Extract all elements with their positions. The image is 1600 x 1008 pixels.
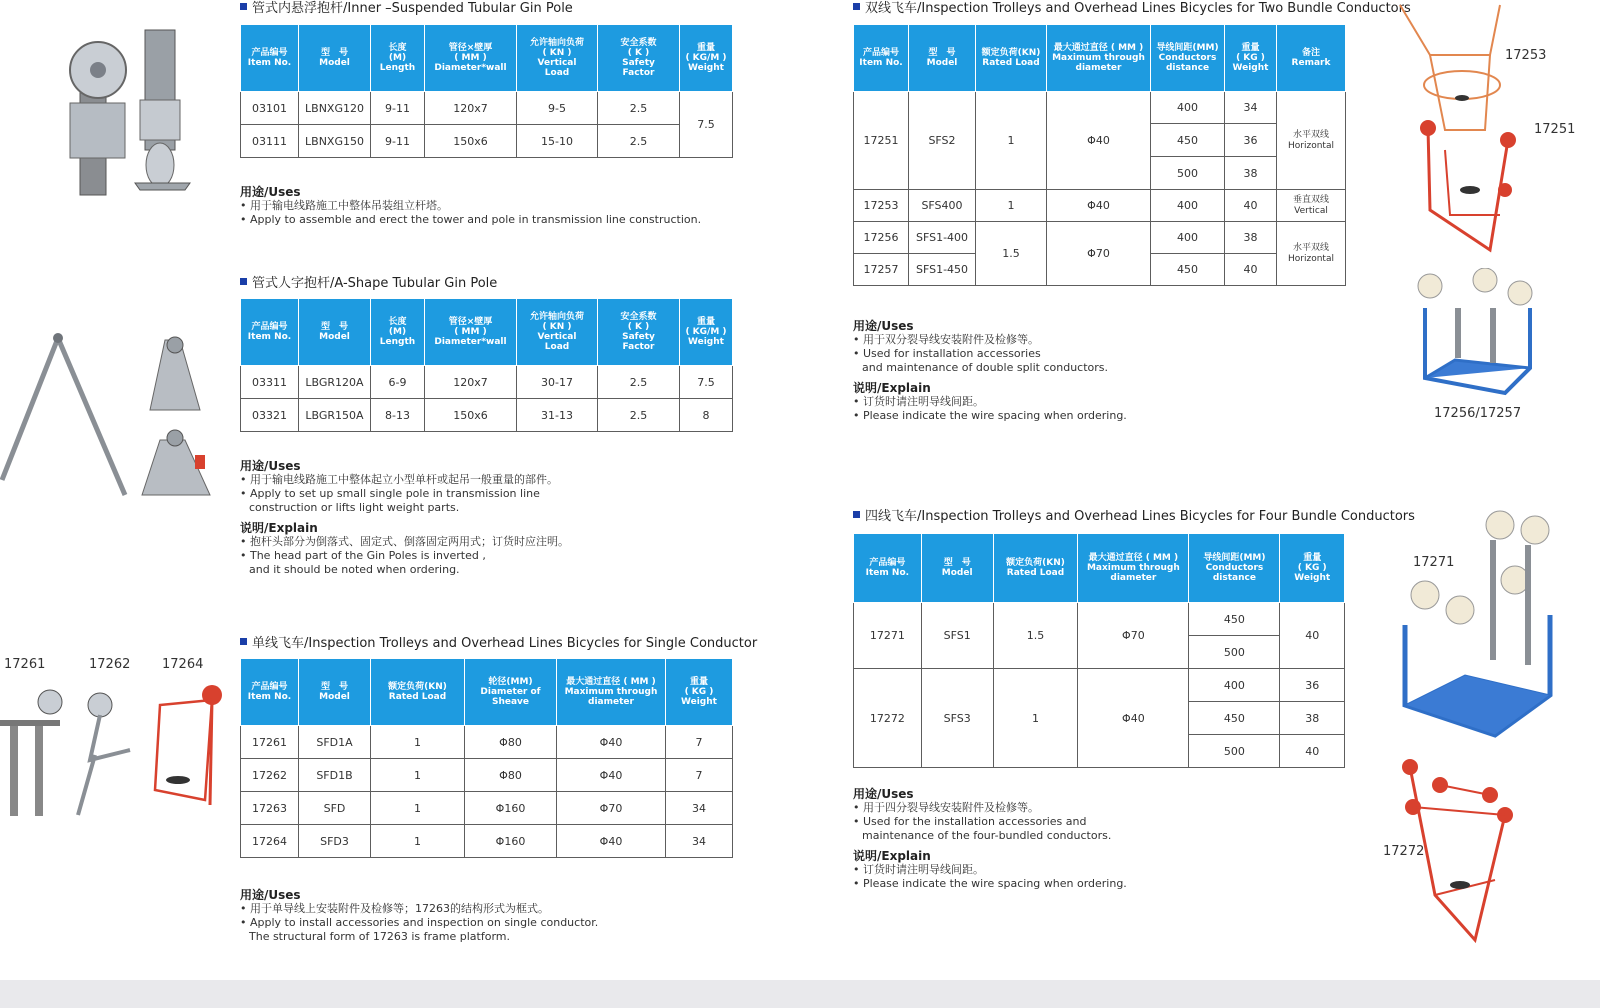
section-title-single-conductor (240, 632, 757, 651)
table-header-row (241, 25, 733, 92)
table-row (854, 603, 1345, 636)
caption-17261: 17261 (4, 657, 46, 672)
table-cell: 1 (976, 190, 1047, 222)
table-header-row (241, 299, 733, 366)
uses-heading: 用途/Uses (853, 319, 914, 333)
table-cell: 40 (1280, 603, 1345, 669)
header-cell: 长度 (M) Length (371, 299, 425, 366)
uses-line: maintenance of the four-bundled conductors. (862, 829, 1112, 842)
uses-line: • 用于输电线路施工中整体吊装组立杆塔。 (240, 199, 448, 212)
four-bundle-notes (853, 785, 1127, 891)
table-cell: SFS3 (921, 669, 993, 768)
table-cell: Φ40 (557, 759, 666, 792)
single-conductor-notes (240, 886, 598, 944)
table-cell: 17251 (854, 92, 909, 190)
table-cell: SFD1A (299, 726, 371, 759)
caption-17253: 17253 (1505, 48, 1547, 63)
table-cell: 31-13 (517, 399, 598, 432)
single-trolley-photos (0, 680, 230, 830)
table-cell: 15-10 (517, 125, 598, 158)
table-cell: 450 (1189, 702, 1280, 735)
uses-line: construction or lifts light weight parts. (249, 501, 460, 514)
header-cell: 产品编号 Item No. (241, 299, 299, 366)
table-cell: Φ70 (557, 792, 666, 825)
table-cell: 6-9 (371, 366, 425, 399)
header-cell: 备注 Remark (1277, 25, 1346, 92)
uses-heading: 用途/Uses (240, 888, 301, 902)
table-cell: 9-11 (371, 125, 425, 158)
caption-17256-17257: 17256/17257 (1434, 406, 1522, 421)
table-cell: 1 (371, 792, 465, 825)
table-cell: 500 (1189, 735, 1280, 768)
table-cell: 120x7 (425, 92, 517, 125)
section-title-four-bundle (853, 505, 1415, 524)
table-cell: 1 (371, 759, 465, 792)
uses-line: • Apply to install accessories and inspection on single conductor. (240, 916, 599, 929)
table-cell: SFS1 (921, 603, 993, 669)
table-cell: Φ70 (1047, 222, 1151, 286)
header-cell: 长度 (M) Length (371, 25, 425, 92)
table-cell: SFS1-450 (909, 254, 976, 286)
table-cell-weight: 7.5 (680, 92, 733, 158)
header-cell: 产品编号 Item No. (854, 534, 922, 603)
table-cell: 7 (666, 726, 733, 759)
uses-line: The structural form of 17263 is frame platform. (249, 930, 511, 943)
uses-line: • Used for the installation accessories and (853, 815, 1087, 828)
header-cell: 产品编号 Item No. (241, 659, 299, 726)
header-cell: 允许轴向负荷 ( KN ) Vertical Load (517, 25, 598, 92)
table-cell: SFD3 (299, 825, 371, 858)
explain-line: • 订货时请注明导线间距。 (853, 395, 984, 408)
caption-17262: 17262 (89, 657, 131, 672)
table-cell: 38 (1225, 157, 1277, 190)
table-cell: 500 (1189, 636, 1280, 669)
table-cell: 2.5 (598, 399, 680, 432)
two-bundle-table (853, 24, 1346, 286)
table-cell: SFD (299, 792, 371, 825)
table-cell: Φ40 (557, 825, 666, 858)
table-cell: 450 (1151, 254, 1225, 286)
table-cell: SFS1-400 (909, 222, 976, 254)
header-cell: 重量 ( KG ) Weight (1225, 25, 1277, 92)
cage-trolley-photo-17256 (1410, 268, 1540, 403)
table-cell: 8 (680, 399, 733, 432)
uses-line: • Apply to set up small single pole in transmission line (240, 487, 540, 500)
explain-line: • Please indicate the wire spacing when ordering. (853, 877, 1127, 890)
table-cell: 8-13 (371, 399, 425, 432)
table-cell: 17261 (241, 726, 299, 759)
table-row (854, 222, 1346, 254)
table-row (241, 825, 733, 858)
header-cell: 型 号 Model (921, 534, 993, 603)
explain-heading: 说明/Explain (853, 381, 931, 395)
header-cell: 管径×壁厚 ( MM ) Diameter*wall (425, 299, 517, 366)
table-cell: Φ80 (465, 759, 557, 792)
table-cell: 1 (371, 726, 465, 759)
explain-line: • The head part of the Gin Poles is inverted , (240, 549, 486, 562)
table-cell: Φ40 (557, 726, 666, 759)
uses-line: • Apply to assemble and erect the tower and pole in transmission line construction. (240, 213, 702, 226)
table-cell: 17256 (854, 222, 909, 254)
table-cell: 400 (1189, 669, 1280, 702)
table-cell: SFS2 (909, 92, 976, 190)
table-cell: 34 (1225, 92, 1277, 124)
table-cell: LBGR120A (299, 366, 371, 399)
explain-heading: 说明/Explain (853, 849, 931, 863)
a-shape-gin-pole-table (240, 298, 733, 432)
table-cell: 400 (1151, 190, 1225, 222)
table-cell: Φ80 (465, 726, 557, 759)
table-cell: 17257 (854, 254, 909, 286)
table-cell: LBGR150A (299, 399, 371, 432)
uses-heading: 用途/Uses (240, 185, 301, 199)
table-cell: SFS400 (909, 190, 976, 222)
table-row (241, 759, 733, 792)
table-cell: 7 (666, 759, 733, 792)
a-shape-gin-pole-notes (240, 457, 569, 577)
header-cell: 重量 ( KG ) Weight (1280, 534, 1345, 603)
table-cell: 450 (1151, 124, 1225, 157)
table-cell: 150x6 (425, 399, 517, 432)
table-cell: 17272 (854, 669, 922, 768)
table-cell: LBNXG150 (299, 125, 371, 158)
table-cell: 03111 (241, 125, 299, 158)
page-footer-bar (0, 980, 1600, 1008)
inner-gin-pole-photo (60, 25, 200, 200)
header-cell: 轮径(MM) Diameter of Sheave (465, 659, 557, 726)
caption-17271: 17271 (1413, 555, 1455, 570)
caption-17272: 17272 (1383, 844, 1425, 859)
table-cell: 500 (1151, 157, 1225, 190)
table-cell: 2.5 (598, 125, 680, 158)
header-cell: 额定负荷(KN) Rated Load (371, 659, 465, 726)
table-cell: 120x7 (425, 366, 517, 399)
uses-line: • 用于四分裂导线安装附件及检修等。 (853, 801, 1039, 814)
table-row (854, 669, 1345, 702)
table-cell: 30-17 (517, 366, 598, 399)
caption-17264: 17264 (162, 657, 204, 672)
table-cell: 17264 (241, 825, 299, 858)
table-cell: 36 (1225, 124, 1277, 157)
four-bundle-table (853, 533, 1345, 768)
table-cell: 36 (1280, 669, 1345, 702)
table-cell: 1 (371, 825, 465, 858)
table-cell: 38 (1280, 702, 1345, 735)
table-cell: 34 (666, 825, 733, 858)
table-cell: 17263 (241, 792, 299, 825)
explain-line: • 订货时请注明导线间距。 (853, 863, 984, 876)
header-cell: 产品编号 Item No. (854, 25, 909, 92)
table-cell: Φ40 (1047, 190, 1151, 222)
section-title-two-bundle (853, 0, 1411, 16)
header-cell: 型 号 Model (299, 25, 371, 92)
header-cell: 重量 ( KG/M ) Weight (680, 299, 733, 366)
table-row (241, 399, 733, 432)
table-row (241, 92, 733, 125)
uses-heading: 用途/Uses (853, 787, 914, 801)
table-cell: 34 (666, 792, 733, 825)
uses-line: • 用于输电线路施工中整体起立小型单杆或起吊一般重量的部件。 (240, 473, 558, 486)
four-bundle-cage-photo (1385, 505, 1565, 745)
section-title-text: 管式内悬浮抱杆/Inner –Suspended Tubular Gin Pole (252, 1, 573, 16)
table-header-row (854, 25, 1346, 92)
explain-heading: 说明/Explain (240, 521, 318, 535)
header-cell: 最大通过直径 ( MM ) Maximum through diameter (557, 659, 666, 726)
inner-gin-pole-table (240, 24, 733, 158)
uses-line: • 用于单导线上安装附件及检修等；17263的结构形式为框式。 (240, 902, 549, 915)
table-cell: 2.5 (598, 92, 680, 125)
uses-heading: 用途/Uses (240, 459, 301, 473)
table-cell: 450 (1189, 603, 1280, 636)
table-cell: Φ40 (1078, 669, 1189, 768)
section-title-text: 双线飞车/Inspection Trolleys and Overhead Lines Bicycles for Two Bundle Conductors (865, 1, 1411, 16)
header-cell: 产品编号 Item No. (241, 25, 299, 92)
table-cell: 40 (1280, 735, 1345, 768)
table-row (241, 792, 733, 825)
table-cell: 1.5 (993, 603, 1078, 669)
a-shape-gin-pole-photo (0, 330, 220, 505)
table-cell: 400 (1151, 222, 1225, 254)
table-cell: 03101 (241, 92, 299, 125)
explain-line: and it should be noted when ordering. (249, 563, 460, 576)
table-cell: Φ160 (465, 825, 557, 858)
table-row (241, 726, 733, 759)
table-header-row (241, 659, 733, 726)
table-cell: 40 (1225, 254, 1277, 286)
header-cell: 型 号 Model (299, 659, 371, 726)
table-cell: 9-5 (517, 92, 598, 125)
table-cell: SFD1B (299, 759, 371, 792)
explain-line: • Please indicate the wire spacing when ordering. (853, 409, 1127, 422)
section-title-inner-gin-pole (240, 0, 573, 16)
header-cell: 安全系数 ( K ) Safety Factor (598, 25, 680, 92)
table-cell: LBNXG120 (299, 92, 371, 125)
header-cell: 重量 ( KG/M ) Weight (680, 25, 733, 92)
header-cell: 管径×壁厚 ( MM ) Diameter*wall (425, 25, 517, 92)
table-header-row (854, 534, 1345, 603)
inner-gin-pole-notes (240, 183, 701, 227)
table-cell: 2.5 (598, 366, 680, 399)
table-cell-remark: 水平双线 Horizontal (1277, 222, 1346, 286)
table-cell: 1 (993, 669, 1078, 768)
section-title-text: 管式人字抱杆/A-Shape Tubular Gin Pole (252, 276, 498, 291)
table-row (854, 92, 1346, 124)
uses-line: • Used for installation accessories (853, 347, 1041, 360)
header-cell: 允许轴向负荷 ( KN ) Vertical Load (517, 299, 598, 366)
table-cell: 9-11 (371, 92, 425, 125)
table-cell: 38 (1225, 222, 1277, 254)
table-cell: 17253 (854, 190, 909, 222)
table-row (241, 366, 733, 399)
uses-line: • 用于双分裂导线安装附件及检修等。 (853, 333, 1039, 346)
header-cell: 额定负荷(KN) Rated Load (993, 534, 1078, 603)
header-cell: 型 号 Model (299, 299, 371, 366)
header-cell: 重量 ( KG ) Weight (666, 659, 733, 726)
table-cell: 17262 (241, 759, 299, 792)
two-bundle-notes (853, 317, 1127, 423)
table-cell: 17271 (854, 603, 922, 669)
header-cell: 额定负荷(KN) Rated Load (976, 25, 1047, 92)
table-cell: 400 (1151, 92, 1225, 124)
table-cell: 40 (1225, 190, 1277, 222)
table-cell-remark: 水平双线 Horizontal (1277, 92, 1346, 190)
header-cell: 最大通过直径 ( MM ) Maximum through diameter (1078, 534, 1189, 603)
table-row (241, 125, 733, 158)
section-title-text: 四线飞车/Inspection Trolleys and Overhead Lines Bicycles for Four Bundle Conductors (865, 509, 1415, 524)
header-cell: 安全系数 ( K ) Safety Factor (598, 299, 680, 366)
header-cell: 导线间距(MM) Conductors distance (1151, 25, 1225, 92)
header-cell: 型 号 Model (909, 25, 976, 92)
table-cell: Φ40 (1047, 92, 1151, 190)
uses-line: and maintenance of double split conductors. (862, 361, 1109, 374)
header-cell: 导线间距(MM) Conductors distance (1189, 534, 1280, 603)
section-title-a-shape-gin-pole (240, 272, 497, 291)
table-cell: Φ160 (465, 792, 557, 825)
table-cell: Φ70 (1078, 603, 1189, 669)
table-cell: 7.5 (680, 366, 733, 399)
table-cell: 1.5 (976, 222, 1047, 286)
table-cell: 03321 (241, 399, 299, 432)
table-cell-remark: 垂直双线 Vertical (1277, 190, 1346, 222)
section-title-text: 单线飞车/Inspection Trolleys and Overhead Lines Bicycles for Single Conductor (252, 636, 758, 651)
table-cell: 150x6 (425, 125, 517, 158)
table-cell: 1 (976, 92, 1047, 190)
explain-line: • 抱杆头部分为倒落式、固定式、倒落固定两用式；订货时应注明。 (240, 535, 569, 548)
table-row (854, 190, 1346, 222)
single-conductor-table (240, 658, 733, 858)
table-cell: 03311 (241, 366, 299, 399)
caption-17251: 17251 (1534, 122, 1576, 137)
header-cell: 最大通过直径 ( MM ) Maximum through diameter (1047, 25, 1151, 92)
